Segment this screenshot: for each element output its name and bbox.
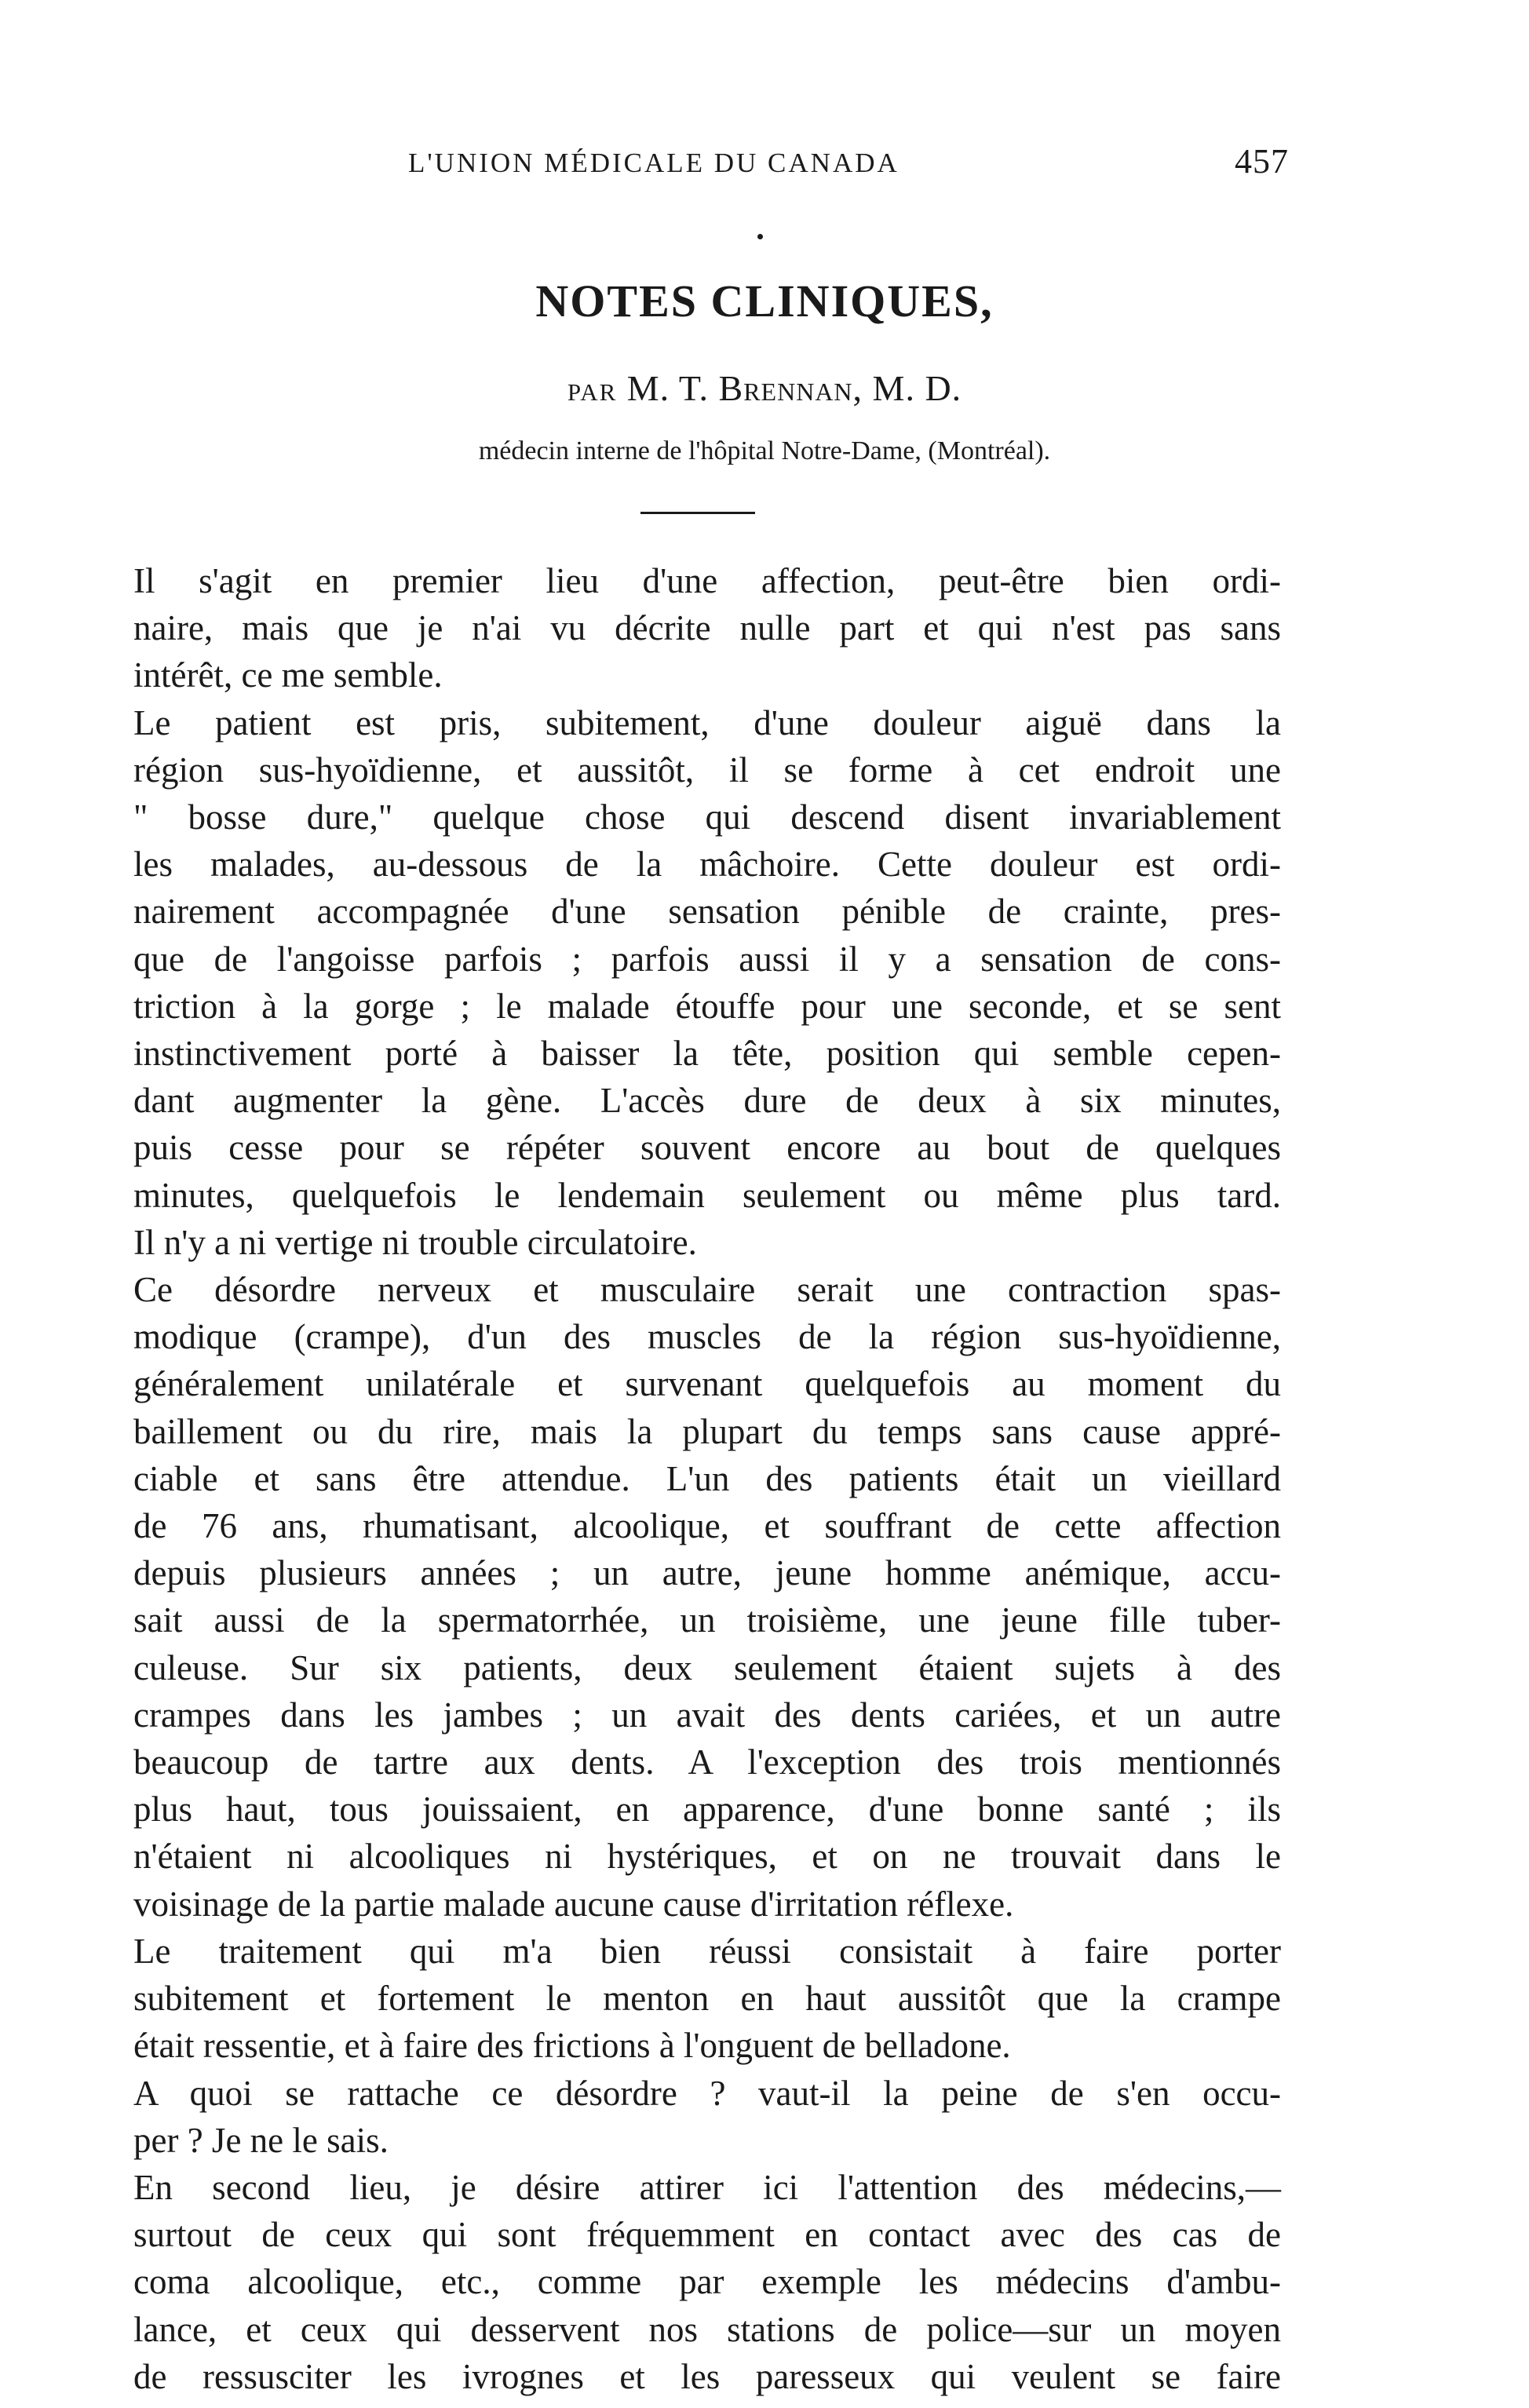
text-line: puis cesse pour se répéter souvent encore au bout de quelques [133,1128,1281,1168]
text-line: sait aussi de la spermatorrhée, un troisième, une jeune fille tuber- [133,1600,1281,1640]
text-line-last: voisinage de la partie malade aucune cause d'irritation réflexe. [133,1884,1014,1924]
text-line: généralement unilatérale et survenant quelquefois au moment du [133,1364,1281,1404]
text-line: modique (crampe), d'un des muscles de la région sus-hyoïdienne, [133,1317,1281,1357]
text-line: baillement ou du rire, mais la plupart du temps sans cause appré- [133,1411,1281,1451]
text-line: Il s'agit en premier lieu d'une affection, peut-être bien ordi- [133,561,1281,600]
text-line: En second lieu, je désire attirer ici l'attention des médecins,— [133,2167,1281,2207]
text-line-last: intérêt, ce me semble. [133,655,443,695]
text-line: région sus-hyoïdienne, et aussitôt, il se forme à cet endroit une [133,750,1281,790]
article-body [133,557,1281,2400]
text-line: crampes dans les jambes ; un avait des dents cariées, et un autre [133,1695,1281,1735]
paragraph-3 [133,1266,1281,1928]
paragraph-2 [133,699,1281,1266]
text-line: minutes, quelquefois le lendemain seulement ou même plus tard. [133,1175,1281,1215]
text-line: triction à la gorge ; le malade étouffe pour une seconde, et se sent [133,986,1281,1026]
author-affiliation: médecin interne de l'hôpital Notre-Dame, (Montréal). [478,436,1051,465]
running-title: L'UNION MÉDICALE DU CANADA [408,148,900,178]
text-line: beaucoup de tartre aux dents. A l'exception des trois mentionnés [133,1742,1281,1782]
page-number: 457 [1235,142,1289,181]
text-line: Le traitement qui m'a bien réussi consistait à faire porter [133,1931,1281,1971]
paragraph-4 [133,1928,1281,2070]
text-line-last: per ? Je ne le sais. [133,2120,389,2160]
byline-author: M. T. Brennan, M. D. [626,368,962,408]
text-line: instinctivement porté à baisser la tête, position qui semble cepen- [133,1034,1281,1074]
ornament-dot [757,234,763,239]
article-byline [0,367,1529,409]
text-line: dant augmenter la gène. L'accès dure de deux à six minutes, [133,1081,1281,1121]
paragraph-1 [133,557,1281,699]
text-line: A quoi se rattache ce désordre ? vaut-il la peine de s'en occu- [133,2073,1281,2113]
byline-par: PAR [567,378,618,406]
paragraph-6 [133,2164,1281,2400]
text-line: que de l'angoisse parfois ; parfois aussi il y a sensation de cons- [133,939,1281,979]
text-line-last: était ressentie, et à faire des frictions à l'onguent de belladone. [133,2026,1011,2066]
title-divider [640,512,755,514]
text-line: culeuse. Sur six patients, deux seulement étaient sujets à des [133,1647,1281,1687]
text-line: Ce désordre nerveux et musculaire serait une contraction spas- [133,1270,1281,1310]
text-line: de ressusciter les ivrognes et les paresseux qui veulent se faire [133,2356,1281,2396]
text-line: depuis plusieurs années ; un autre, jeune homme anémique, accu- [133,1553,1281,1593]
text-line: plus haut, tous jouissaient, en apparence, d'une bonne santé ; ils [133,1790,1281,1830]
article-title: NOTES CLINIQUES, [535,275,994,327]
text-line: " bosse dure," quelque chose qui descend disent invariablement [133,797,1281,837]
text-line: coma alcoolique, etc., comme par exemple les médecins d'ambu- [133,2262,1281,2302]
text-line: Le patient est pris, subitement, d'une douleur aiguë dans la [133,702,1281,742]
text-line: surtout de ceux qui sont fréquemment en contact avec des cas de [133,2215,1281,2255]
text-line-last: Il n'y a ni vertige ni trouble circulatoire. [133,1222,697,1262]
text-line: naire, mais que je n'ai vu décrite nulle part et qui n'est pas sans [133,608,1281,648]
text-line: lance, et ceux qui desservent nos stations de police—sur un moyen [133,2309,1281,2349]
text-line: ciable et sans être attendue. L'un des patients était un vieillard [133,1458,1281,1498]
text-line: n'étaient ni alcooliques ni hystériques, et on ne trouvait dans le [133,1837,1281,1877]
text-line: subitement et fortement le menton en haut aussitôt que la crampe [133,1979,1281,2019]
text-line: les malades, au-dessous de la mâchoire. Cette douleur est ordi- [133,845,1281,885]
paragraph-5 [133,2070,1281,2164]
text-line: nairement accompagnée d'une sensation pénible de crainte, pres- [133,892,1281,932]
text-line: de 76 ans, rhumatisant, alcoolique, et souffrant de cette affection [133,1506,1281,1546]
